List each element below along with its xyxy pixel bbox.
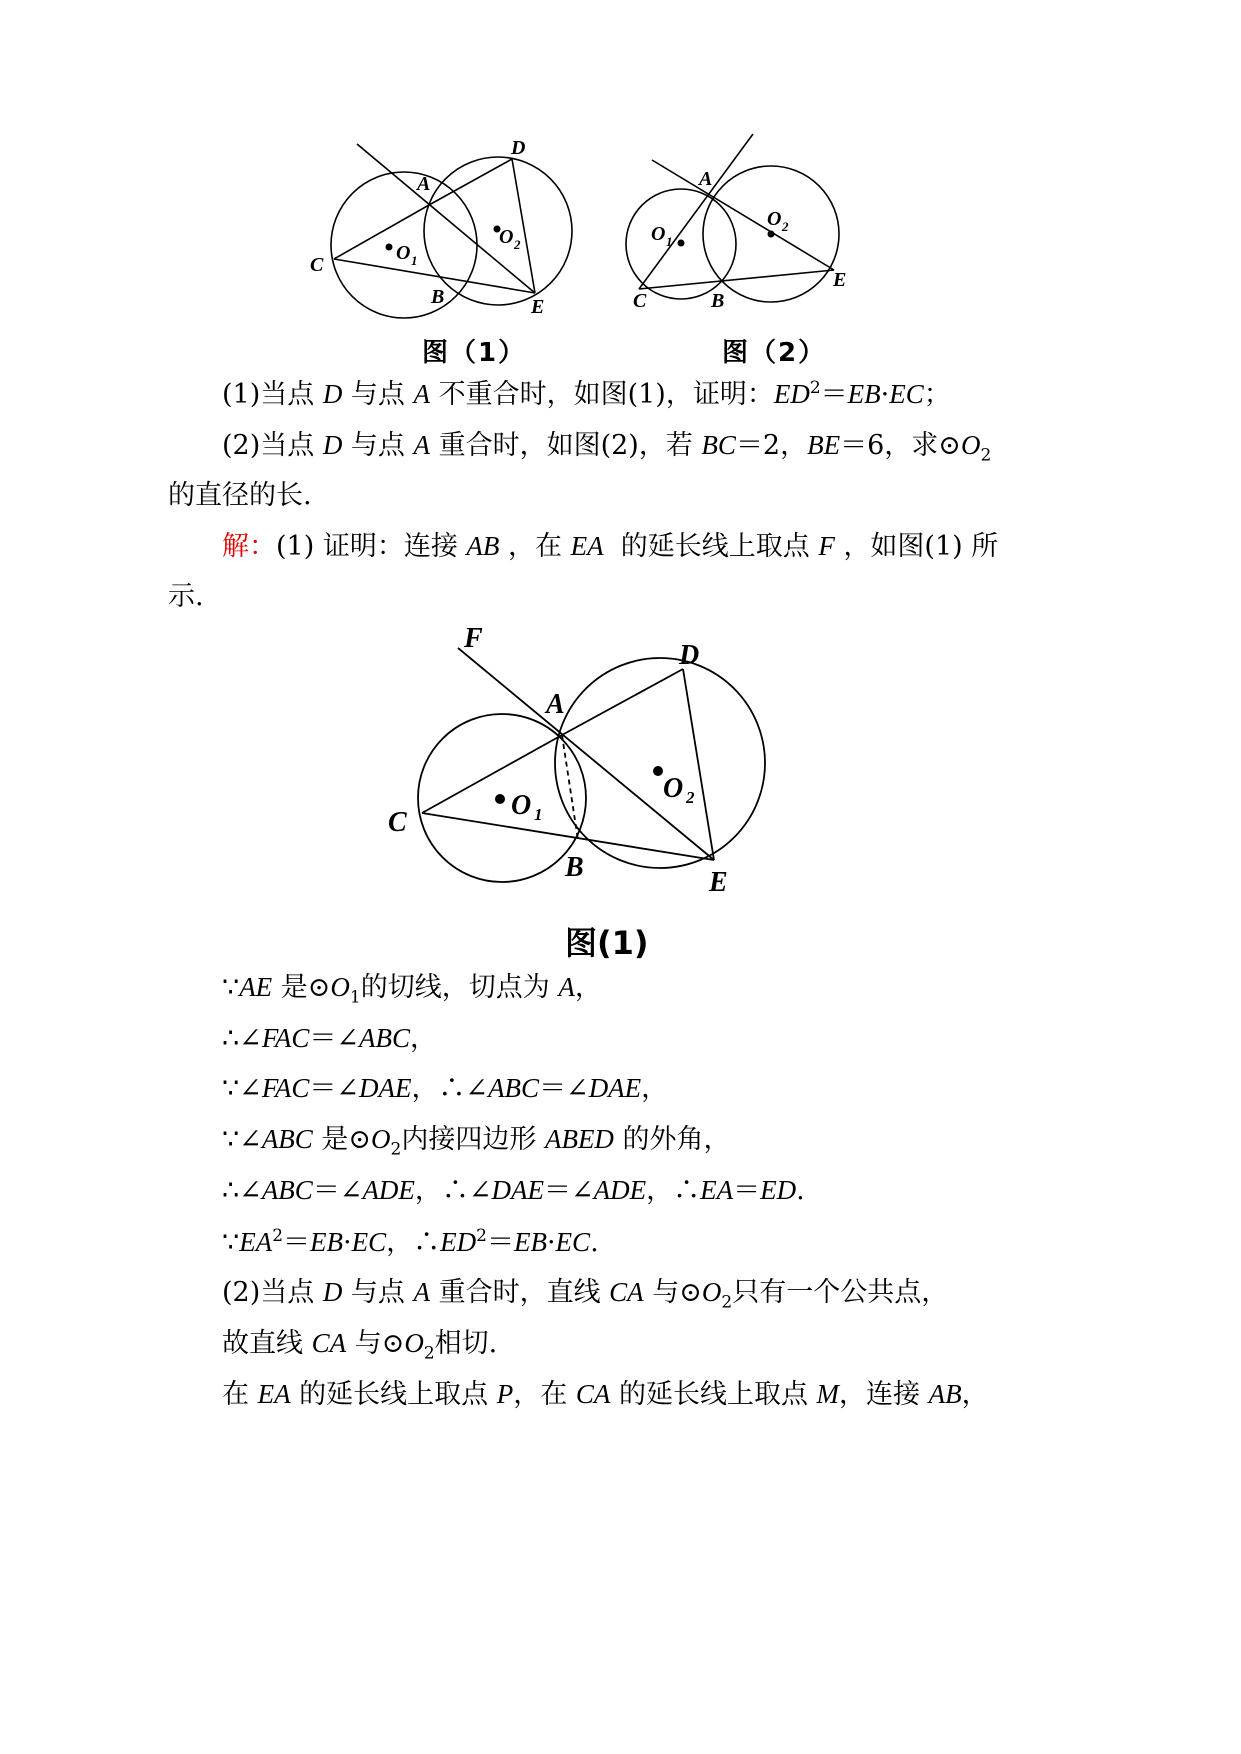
- svg-text:O: O: [499, 226, 514, 248]
- svg-text:E: E: [709, 867, 728, 898]
- solution-step-5: ∴∠ABC＝∠ADE，∴∠DAE＝∠ADE，∴EA＝ED.: [222, 1175, 805, 1206]
- svg-text:C: C: [310, 254, 324, 276]
- svg-text:2: 2: [514, 237, 521, 252]
- figure-3-diagram: [380, 620, 780, 900]
- solution-intro-line-2: 示.: [168, 581, 204, 612]
- svg-text:O: O: [663, 773, 684, 804]
- solution-step-3: ∵∠FAC＝∠DAE，∴∠ABC＝∠DAE，: [222, 1073, 669, 1104]
- figure-1: [310, 130, 590, 330]
- svg-text:O: O: [511, 790, 532, 821]
- svg-text:2: 2: [686, 788, 695, 807]
- solution-step-1: ∵AE 是$⊙O_1$的切线，切点为 A，: [222, 972, 602, 1008]
- figure-2-caption: 图（2）: [722, 338, 827, 368]
- svg-text:B: B: [565, 852, 584, 883]
- svg-text:F: F: [464, 623, 483, 654]
- figure-2: [620, 130, 870, 320]
- circle-o2: [555, 658, 765, 868]
- svg-text:1: 1: [411, 253, 418, 268]
- svg-text:1: 1: [534, 805, 543, 824]
- svg-text:B: B: [711, 290, 725, 312]
- svg-text:O: O: [651, 223, 666, 245]
- svg-text:O: O: [396, 242, 411, 264]
- solution-step-2: ∴∠FAC＝∠ABC，: [222, 1023, 437, 1054]
- question-2-line-2: 的直径的长.: [168, 480, 312, 511]
- svg-text:1: 1: [666, 234, 673, 249]
- figure-3-caption: 图(1): [565, 924, 649, 962]
- svg-text:D: D: [679, 640, 700, 671]
- svg-text:2: 2: [782, 219, 789, 234]
- svg-text:A: A: [546, 689, 565, 720]
- solution-step-8: 故直线 CA 与$⊙O_2$相切.: [222, 1328, 498, 1364]
- figure-1-caption: 图（1）: [422, 338, 527, 368]
- svg-text:C: C: [388, 807, 407, 838]
- solution-step-7: (2)当点 D 与点 A 重合时，直线 CA 与$⊙O_2$只有一个公共点，: [222, 1277, 949, 1313]
- svg-text:O: O: [767, 208, 782, 230]
- figure-1-diagram: [310, 130, 590, 330]
- solution-intro-line-1: 解：(1) 证明：连接 AB ，在 EA 的延长线上取点 F ，如图(1) 所: [222, 531, 999, 562]
- solution-step-9: 在 EA 的延长线上取点 P，在 CA 的延长线上取点 M，连接 AB，: [222, 1379, 989, 1410]
- svg-text:C: C: [633, 290, 647, 312]
- svg-text:D: D: [511, 137, 526, 159]
- question-1: (1)当点 D 与点 A 不重合时，如图(1)，证明：$ED^2=EB\cdot EC$；: [222, 378, 951, 410]
- svg-text:A: A: [417, 173, 431, 195]
- figure-2-diagram: [620, 130, 870, 320]
- solution-step-6: $\because EA^2=EB\cdot EC$，$\therefore ED^2=EB\cdot EC$.: [222, 1226, 599, 1258]
- svg-text:A: A: [699, 168, 713, 190]
- svg-text:E: E: [833, 269, 847, 291]
- figure-3: [380, 620, 780, 900]
- solution-label: 解：: [222, 531, 276, 562]
- question-2-line-1: (2)当点 D 与点 A 重合时，如图(2)，若 BC＝2，BE＝6，求$⊙O_2$: [222, 430, 992, 466]
- svg-text:B: B: [431, 286, 445, 308]
- solution-step-4: ∵∠ABC 是$⊙O_2$内接四边形 ABED 的外角，: [222, 1124, 731, 1160]
- svg-text:E: E: [531, 296, 545, 318]
